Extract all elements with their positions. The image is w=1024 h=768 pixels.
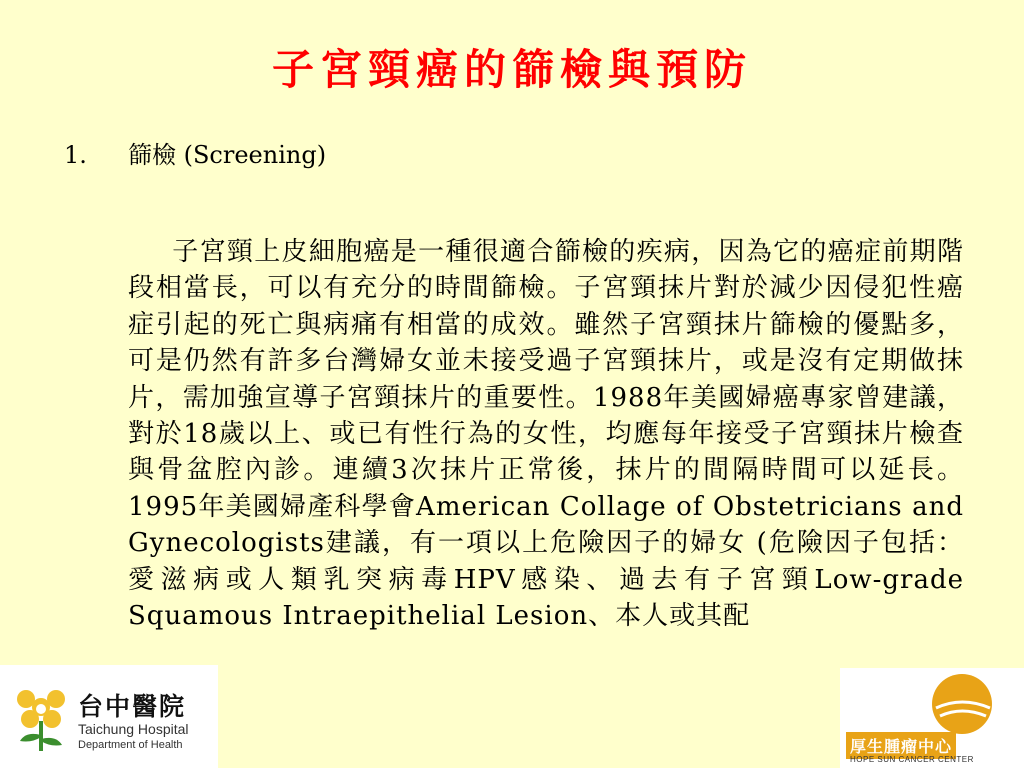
flower-emblem-icon <box>6 677 76 757</box>
hospital-name-english: Taichung Hospital <box>78 721 189 737</box>
cancer-center-english: HOPE SUN CANCER CENTER <box>850 755 974 764</box>
paragraph-text: 子宮頸上皮細胞癌是一種很適合篩檢的疾病，因為它的癌症前期階段相當長，可以有充分的時間篩檢。子宮頸抹片對於減少因侵犯性癌症引起的死亡與病痛有相當的成效。雖然子宮頸抹片篩檢的優點多，可是仍然有許多台灣婦女並未接受過子宮頸抹片，或是沒有定期做抹片，需加強宣導子宮頸抹片的重要性。1988年美國婦癌專家曾建議，對於18歲以上、或已有性行為的女性，均應每年接受子宮頸抹片檢查與骨盆腔內診。連續3次抹片正常後，抹片的間隔時間可以延長。1995年美國婦產科學會American Collage of Obstetricians and Gynecologists建議，有一項以上危險因子的婦女 (危險因子包括：愛滋病或人類乳突病毒HPV感染、過去有子宮頸Low-grade Squamous Intraepithelial Lesion、本人或其配 <box>128 237 964 632</box>
item-heading: 篩檢 (Screening) <box>128 141 327 169</box>
slide-title: 子宮頸癌的篩檢與預防 <box>271 45 752 94</box>
list-item-screening <box>64 140 326 170</box>
cancer-center-name: 厚生腫瘤中心 <box>846 732 956 759</box>
sun-emblem-icon <box>840 668 1024 738</box>
hospital-name: 台中醫院 <box>78 692 187 721</box>
department-name: Department of Health <box>78 739 183 751</box>
body-paragraph <box>128 234 964 634</box>
taichung-hospital-logo <box>0 665 218 768</box>
hope-sun-cancer-center-logo <box>840 668 1024 768</box>
item-number: 1. <box>64 141 87 169</box>
